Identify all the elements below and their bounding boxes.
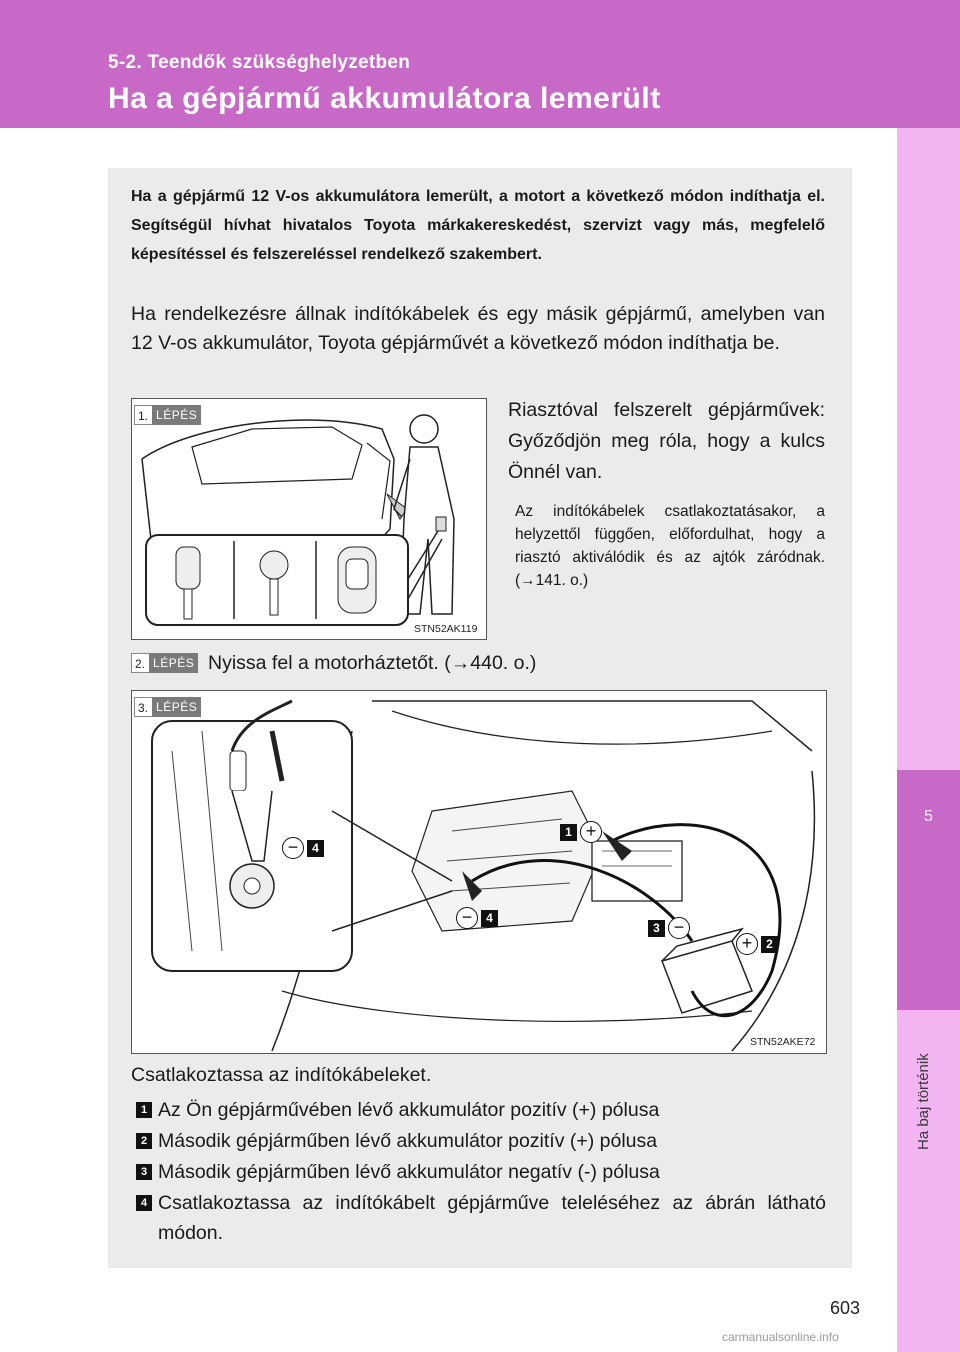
negative-symbol: − bbox=[456, 907, 478, 929]
item-text: Második gépjárműben lévő akkumulátor pozitív (+) pólusa bbox=[158, 1130, 658, 1152]
step1-figure-code: STN52AK119 bbox=[414, 623, 478, 635]
callout-1 bbox=[560, 821, 602, 843]
callout-4-inset bbox=[282, 837, 324, 859]
negative-symbol: − bbox=[668, 917, 690, 939]
watermark: carmanualsonline.info bbox=[722, 1330, 839, 1344]
callout-2 bbox=[736, 933, 778, 955]
step2-text: Nyissa fel a motorháztetőt. (→440. o.) bbox=[208, 652, 537, 674]
callout-4-main bbox=[456, 907, 498, 929]
item-text: Az Ön gépjárművében lévő akkumulátor pozitív (+) pólusa bbox=[158, 1099, 660, 1121]
item-number: 1 bbox=[136, 1102, 152, 1118]
chapter-number: 5 bbox=[924, 808, 933, 825]
step2-badge bbox=[131, 653, 198, 673]
callout-number: 3 bbox=[648, 920, 665, 937]
list-item bbox=[136, 1095, 826, 1125]
step1-figure bbox=[131, 398, 487, 640]
step3-figure bbox=[131, 690, 827, 1054]
section-label: 5-2. Teendők szükséghelyzetben bbox=[108, 52, 411, 73]
step1-note: Az indítókábelek csatlakoztatásakor, a helyzettől függően, előfordulhat, hogy a riasztó aktiválódik és az ajtók záródnak. (→141. o.) bbox=[515, 503, 825, 589]
list-item bbox=[136, 1188, 826, 1248]
item-number: 3 bbox=[136, 1164, 152, 1180]
step1-label: LÉPÉS bbox=[152, 405, 201, 425]
car-keys-illustration bbox=[132, 399, 486, 639]
engine-bay-illustration bbox=[132, 691, 826, 1053]
list-item bbox=[136, 1126, 826, 1156]
step2-number: 2. bbox=[131, 653, 149, 673]
callout-number: 2 bbox=[761, 936, 778, 953]
step1-number: 1. bbox=[134, 405, 152, 425]
chapter-sidetab bbox=[897, 128, 960, 1352]
item-text: Csatlakoztassa az indítókábelt gépjárműve teleléséhez az ábrán látható módon. bbox=[158, 1192, 826, 1244]
step3-figure-code: STN52AKE72 bbox=[750, 1036, 816, 1048]
positive-symbol: + bbox=[580, 821, 602, 843]
positive-symbol: + bbox=[736, 933, 758, 955]
page-title: Ha a gépjármű akkumulátora lemerült bbox=[108, 82, 661, 115]
chapter-title: Ha baj történik bbox=[915, 1053, 932, 1150]
step1-badge bbox=[134, 405, 201, 425]
item-number: 4 bbox=[136, 1195, 152, 1211]
step3-number: 3. bbox=[134, 697, 152, 717]
intro-bold-paragraph: Ha a gépjármű 12 V-os akkumulátora lemerült, a motort a következő módon indíthatja el. Segítségül hívhat hivatalos Toyota márkakereskedést, szervizt vagy más, megfelelő képesítéssel és felszereléssel rendelkező szakembert. bbox=[131, 188, 825, 263]
step3-label: LÉPÉS bbox=[152, 697, 201, 717]
list-item bbox=[136, 1157, 826, 1187]
step1-text: Riasztóval felszerelt gépjárművek: Győződjön meg róla, hogy a kulcs Önnél van. bbox=[508, 399, 825, 483]
callout-number: 4 bbox=[481, 910, 498, 927]
connect-cables-title: Csatlakoztassa az indítókábeleket. bbox=[131, 1064, 432, 1086]
item-text: Második gépjárműben lévő akkumulátor negatív (-) pólusa bbox=[158, 1161, 660, 1183]
step3-badge bbox=[134, 697, 201, 717]
step2-label: LÉPÉS bbox=[149, 653, 198, 673]
item-number: 2 bbox=[136, 1133, 152, 1149]
callout-number: 4 bbox=[307, 840, 324, 857]
callout-number: 1 bbox=[560, 824, 577, 841]
callout-3 bbox=[648, 917, 690, 939]
negative-symbol: − bbox=[282, 837, 304, 859]
intro-paragraph: Ha rendelkezésre állnak indítókábelek és egy másik gépjármű, amelyben van 12 V-os akkumulátor, Toyota gépjárművét a következő módon indíthatja be. bbox=[131, 303, 825, 354]
page-number: 603 bbox=[830, 1298, 861, 1318]
chapter-tab-active[interactable] bbox=[897, 770, 960, 1010]
